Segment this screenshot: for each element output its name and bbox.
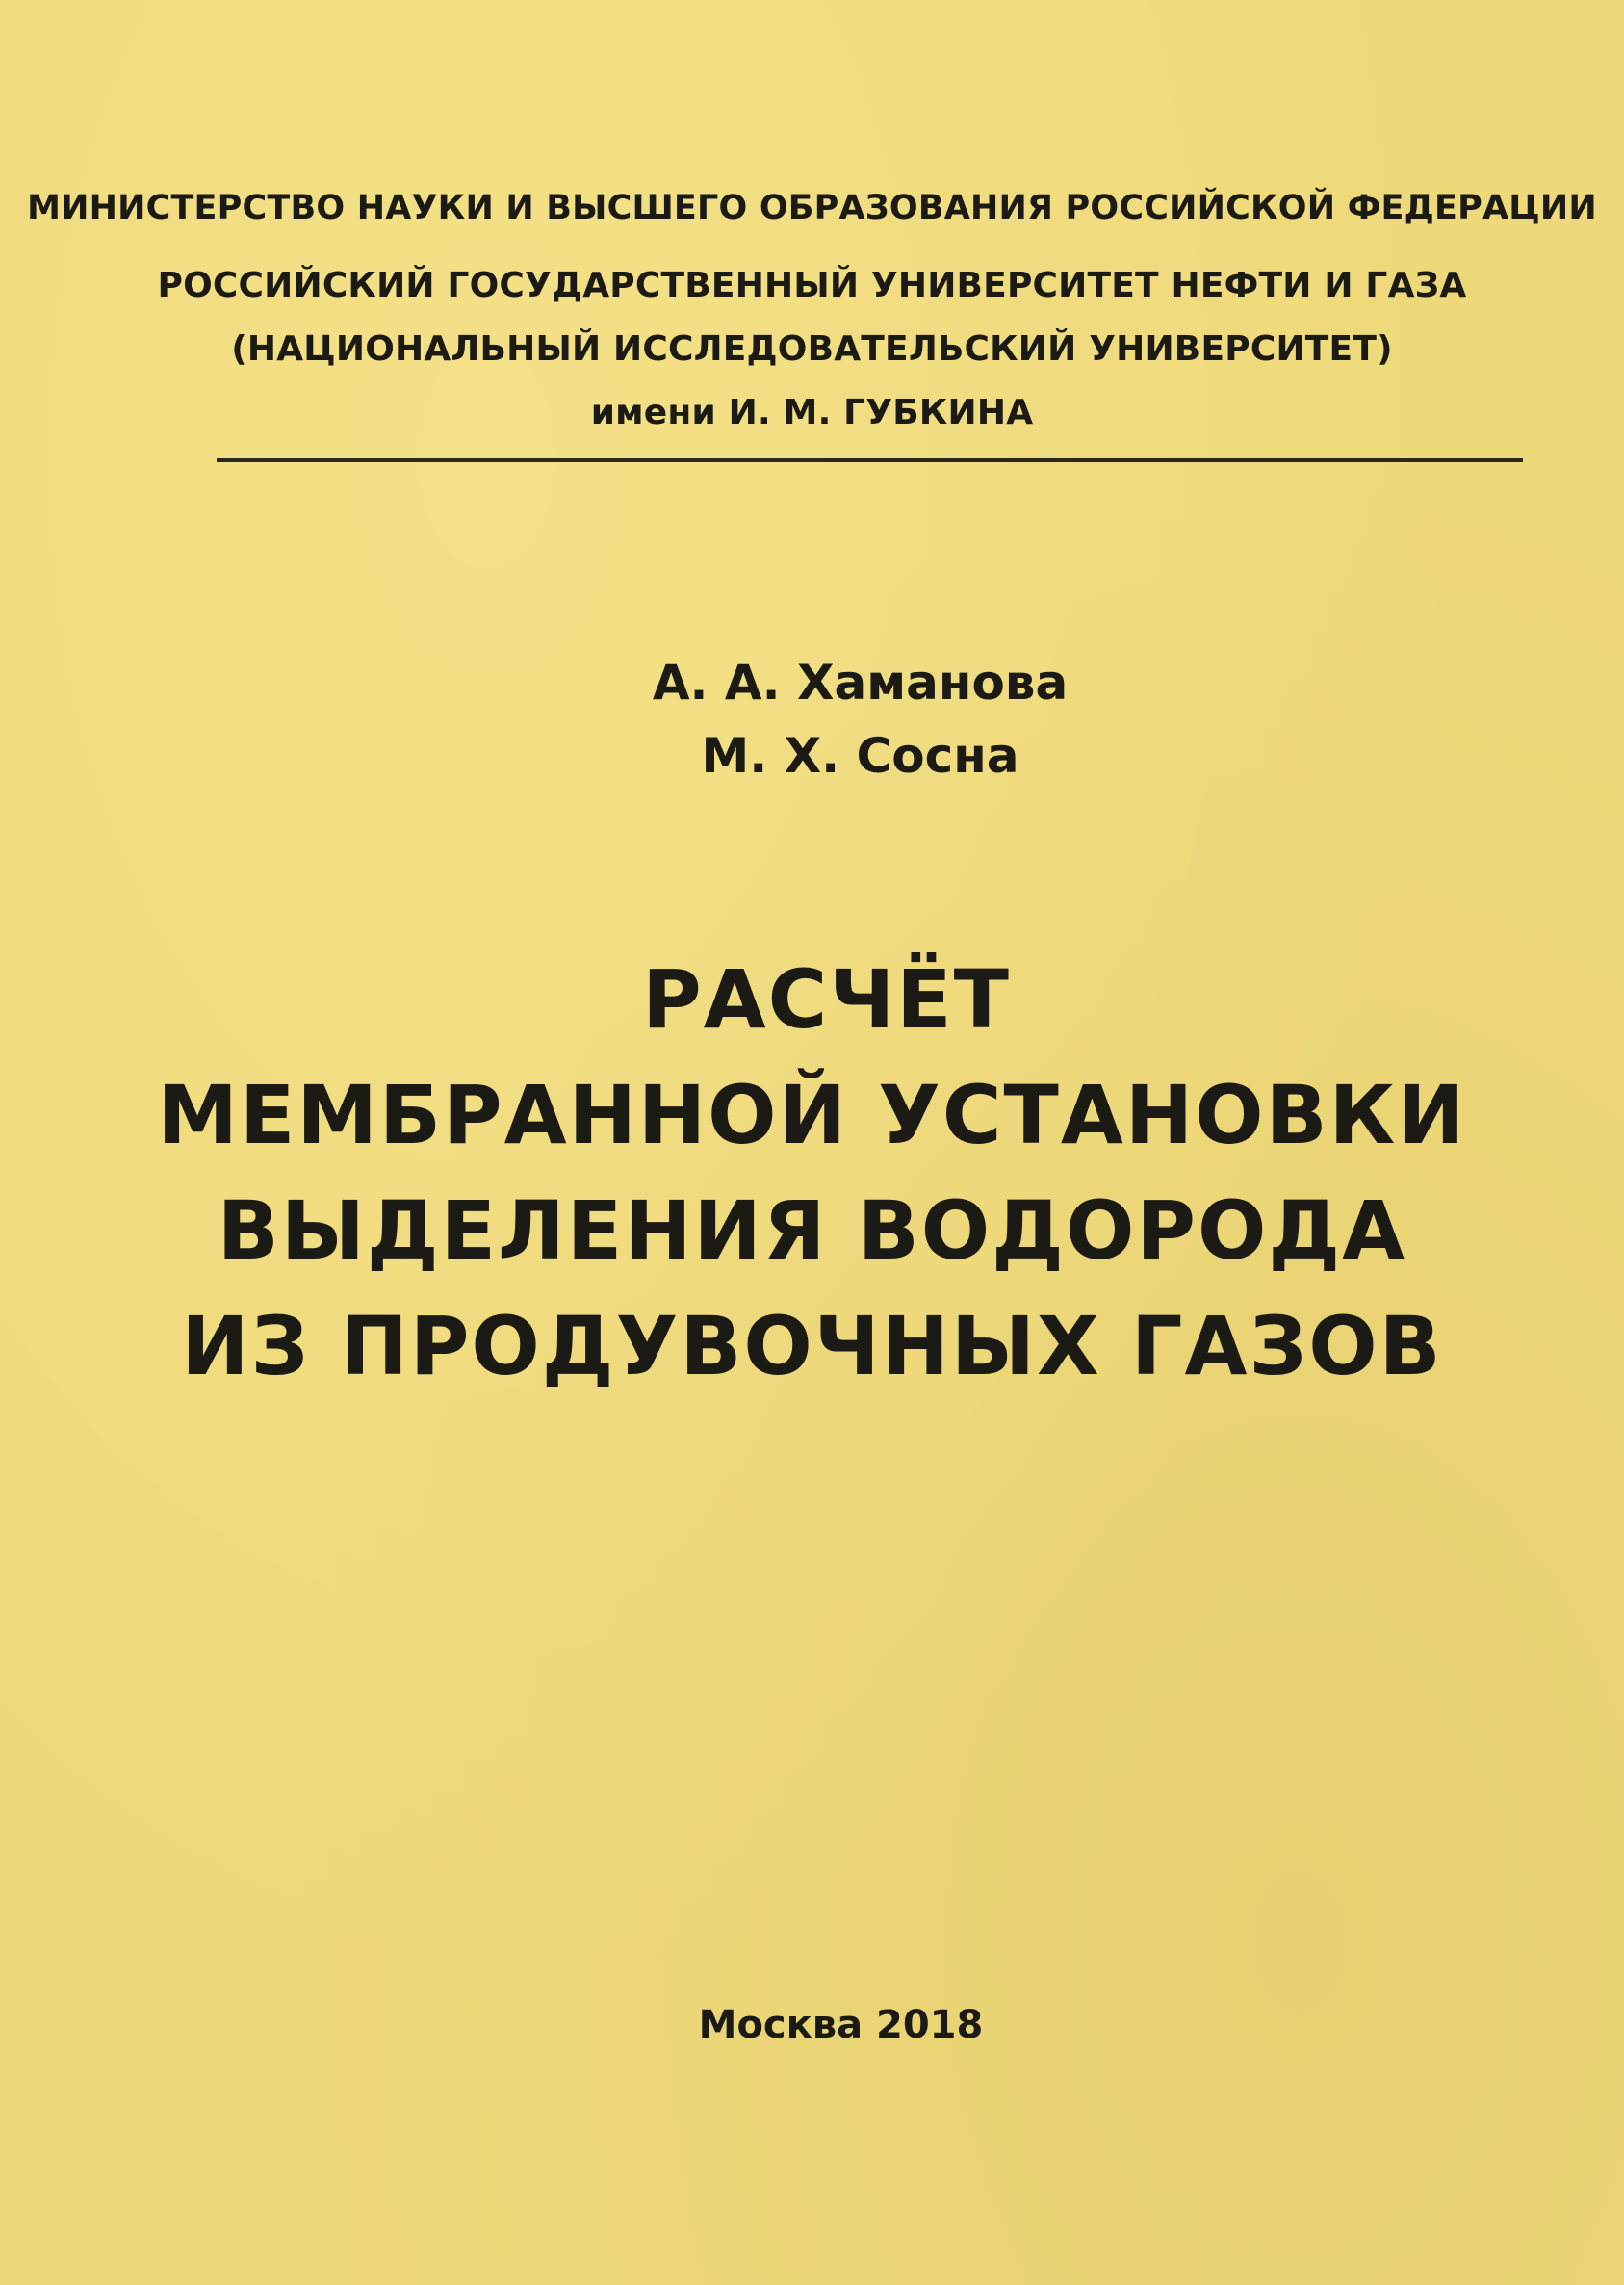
university-name: РОССИЙСКИЙ ГОСУДАРСТВЕННЫЙ УНИВЕРСИТЕТ НЕФТИ И ГАЗА [157, 266, 1467, 305]
title-line: МЕМБРАННОЙ УСТАНОВКИ [157, 1068, 1467, 1162]
university-named-after: имени И. М. ГУБКИНА [590, 393, 1034, 432]
book-title [0, 942, 1624, 1404]
author-1: А. А. Хаманова [652, 655, 1069, 711]
ministry-name: МИНИСТЕРСТВО НАУКИ И ВЫСШЕГО ОБРАЗОВАНИЯ РОССИЙСКОЙ ФЕДЕРАЦИИ [27, 189, 1597, 227]
title-line: ВЫДЕЛЕНИЯ ВОДОРОДА [217, 1183, 1407, 1278]
header-divider [217, 458, 1523, 462]
imprint-city-year: Москва 2018 [698, 2003, 984, 2047]
author-2: М. Х. Сосна [701, 728, 1019, 784]
university-status: (НАЦИОНАЛЬНЫЙ ИССЛЕДОВАТЕЛЬСКИЙ УНИВЕРСИТЕТ) [231, 329, 1393, 369]
title-line: ИЗ ПРОДУВОЧНЫХ ГАЗОВ [181, 1299, 1443, 1393]
title-line: РАСЧЁТ [642, 952, 1011, 1047]
